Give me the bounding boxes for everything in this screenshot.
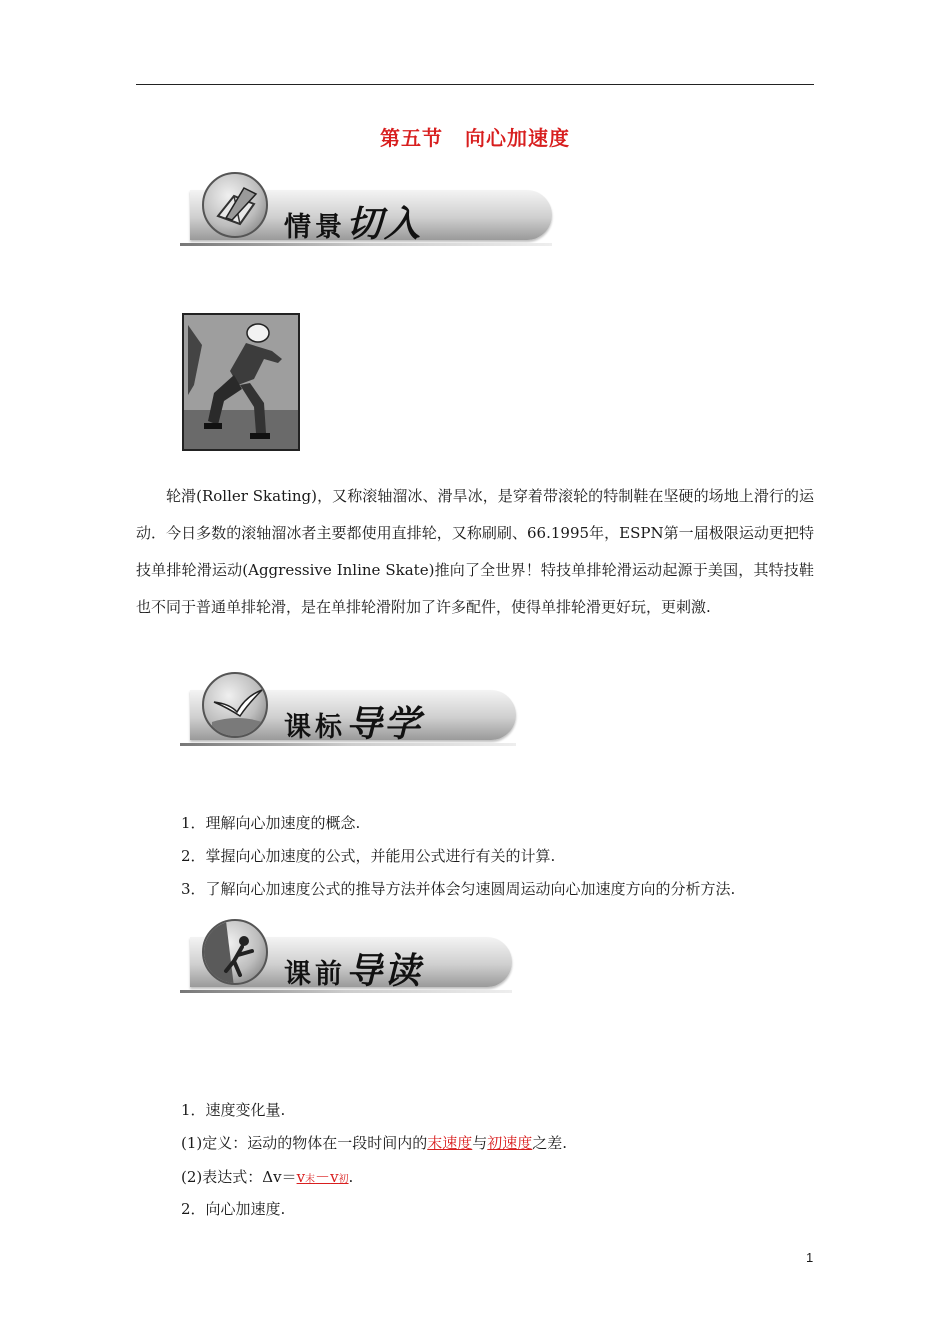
objective-2: 2．掌握向心加速度的公式，并能用公式进行有关的计算. [181, 847, 556, 865]
book-pen-icon [202, 172, 268, 238]
preview-expression: (2)表达式：Δv＝v末－v初. [181, 1168, 354, 1186]
banner-intro [180, 168, 552, 246]
preview-item-2: 2．向心加速度. [181, 1200, 286, 1218]
banner-objectives-label: 课标导学 [284, 704, 423, 745]
banner-preview-label: 课前导读 [284, 951, 423, 992]
page-number: 1 [806, 1250, 814, 1265]
objective-1: 1．理解向心加速度的概念. [181, 814, 361, 832]
banner-intro-label: 情景切入 [284, 204, 423, 245]
preview-item-1: 1．速度变化量. [181, 1101, 286, 1119]
header-rule [136, 84, 814, 85]
roller-skater-photo [182, 313, 300, 451]
answer-expression: v末－v初 [296, 1168, 349, 1186]
answer-initial-velocity: 初速度 [487, 1134, 533, 1152]
answer-final-velocity: 末速度 [427, 1134, 473, 1152]
bird-icon [202, 672, 268, 738]
section-number: 第五节 [380, 126, 443, 150]
intro-paragraph: 轮滑(Roller Skating)，又称滚轴溜冰、滑旱冰，是穿着带滚轮的特制鞋在坚硬的场地上滑行的运动．今日多数的滚轴溜冰者主要都使用直排轮，又称刷刷、66.1995年，ESPN第一届极限运动更把特技单排轮滑运动(Aggressive Inline Skate)推向了全世界！特技单排轮滑运动起源于美国，其特技鞋也不同于普通单排轮滑，是在单排轮滑附加了许多配件，使得单排轮滑更好玩，更刺激. [136, 487, 814, 616]
objective-3: 3．了解向心加速度公式的推导方法并体会匀速圆周运动向心加速度方向的分析方法. [181, 880, 736, 898]
banner-preview [180, 915, 512, 993]
preview-definition: (1)定义：运动的物体在一段时间内的末速度与初速度之差. [181, 1134, 568, 1152]
climber-icon [202, 919, 268, 985]
banner-objectives [180, 668, 516, 746]
section-title [0, 122, 950, 151]
section-name: 向心加速度 [465, 126, 570, 150]
